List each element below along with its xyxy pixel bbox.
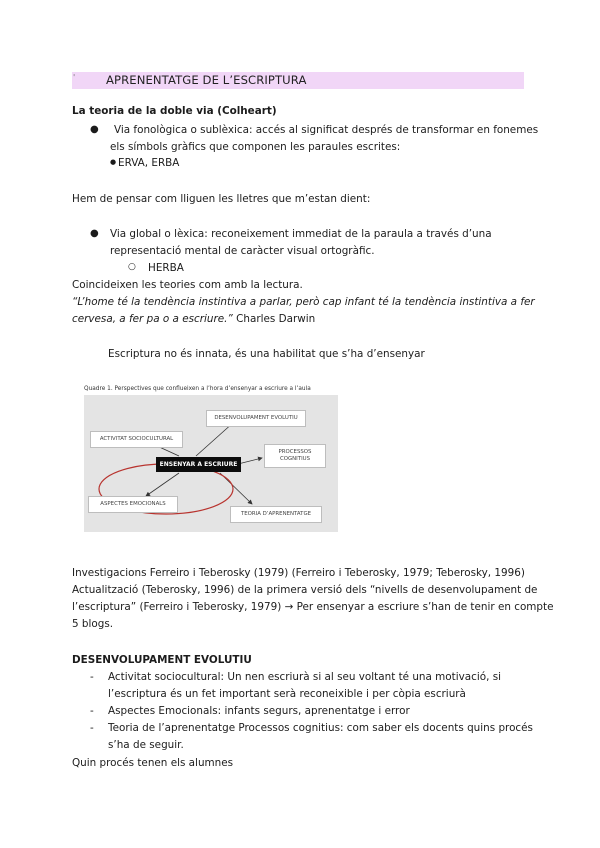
figure-caption: Quadre 1. Perspectives que conflueixen a l’hora d’ensenyar a escriure a l’aula bbox=[84, 386, 311, 392]
paragraph-investigacions-line4: 5 blogs. bbox=[72, 618, 114, 630]
bullet-fonologica-line1: Via fonològica o sublèxica: accés al significat després de transformar en fonemes bbox=[114, 124, 539, 136]
sub-bullet-herba: HERBA bbox=[148, 262, 184, 274]
box-aspectes-emocionals: ASPECTES EMOCIONALS bbox=[88, 496, 178, 513]
paragraph-investigacions-line2: Actualització (Teberosky, 1996) de la primera versió dels “nivells de desenvolupament de bbox=[72, 584, 538, 596]
box-desenvolupament-evolutiu: DESENVOLUPAMENT EVOLUTIU bbox=[206, 410, 306, 427]
closing-question: Quin procés tenen els alumnes bbox=[72, 757, 234, 769]
title-tick: ' bbox=[73, 73, 76, 82]
item-emocionals: Aspectes Emocionals: infants segurs, aprenentatge i error bbox=[108, 705, 410, 717]
circle-bullet-icon: ○ bbox=[128, 262, 136, 272]
quote-line1: “L’home té la tendència instintiva a parlar, però cap infant té la tendència instintiva a fer bbox=[72, 296, 535, 308]
arrow-to-teoria bbox=[220, 473, 252, 504]
statement-innata: Escriptura no és innata, és una habilitat que s’ha d’ensenyar bbox=[108, 348, 425, 360]
bullet-dot-icon: ● bbox=[90, 228, 99, 239]
dash-bullet-icon: - bbox=[90, 705, 94, 717]
bullet-global-line2: representació mental de caràcter visual ortogràfic. bbox=[110, 245, 375, 257]
box-processos-line2: COGNITIUS bbox=[279, 456, 311, 462]
box-teoria-aprenentatge: TEORIA D’APRENENTATGE bbox=[230, 506, 322, 523]
section-heading-doble-via: La teoria de la doble via (Colheart) bbox=[72, 105, 277, 117]
bullet-dot-icon: ● bbox=[90, 124, 99, 135]
sub-bullet-erva: ERVA, ERBA bbox=[118, 157, 180, 169]
box-processos-cognitius bbox=[264, 444, 326, 468]
box-activitat-sociocultural: ACTIVITAT SOCIOCULTURAL bbox=[90, 431, 183, 448]
dash-bullet-icon: - bbox=[90, 671, 94, 683]
page-title: APRENENTATGE DE L’ESCRIPTURA bbox=[106, 73, 307, 87]
quote-line2: cervesa, a fer pa o a escriure.” bbox=[72, 313, 233, 325]
arrow-to-evolutiu bbox=[196, 422, 234, 456]
quote-author: Charles Darwin bbox=[236, 313, 316, 325]
item-teoria-line1: Teoria de l’aprenentatge Processos cognitius: com saber els docents quins procés bbox=[108, 722, 533, 734]
paragraph-lliguen: Hem de pensar com lliguen les lletres que m’estan dient: bbox=[72, 193, 371, 205]
paragraph-investigacions-line3: l’escriptura” (Ferreiro i Teberosky, 1979) → Per ensenyar a escriure s’han de tenir en compte bbox=[72, 601, 554, 613]
item-teoria-line2: s’ha de seguir. bbox=[108, 739, 184, 751]
item-sociocultural-line1: Activitat sociocultural: Un nen escriurà si al seu voltant té una motivació, si bbox=[108, 671, 502, 683]
bullet-global-line1: Via global o lèxica: reconeixement immediat de la paraula a través d’una bbox=[110, 228, 492, 240]
dash-bullet-icon: - bbox=[90, 722, 94, 734]
paragraph-investigacions-line1: Investigacions Ferreiro i Teberosky (1979) (Ferreiro i Teberosky, 1979; Teberosky, 1996) bbox=[72, 567, 525, 579]
paragraph-coincideixen: Coincideixen les teories com amb la lectura. bbox=[72, 279, 303, 291]
item-sociocultural-line2: l’escriptura és un fet important serà reconeixible i per còpia escriurà bbox=[108, 688, 466, 700]
arrow-to-processos bbox=[238, 458, 262, 464]
box-ensenyar-a-escriure: ENSENYAR A ESCRIURE bbox=[156, 457, 241, 472]
sub-bullet-dot-icon: ● bbox=[110, 158, 117, 166]
diagram-figure bbox=[84, 386, 338, 532]
arrow-to-emocionals bbox=[146, 473, 179, 496]
bullet-fonologica-line2: els símbols gràfics que componen les paraules escrites: bbox=[110, 141, 401, 153]
section-heading-evolutiu: DESENVOLUPAMENT EVOLUTIU bbox=[72, 654, 252, 666]
box-processos-line1: PROCESSOS bbox=[278, 449, 312, 456]
quote-line2-wrap bbox=[72, 313, 315, 325]
